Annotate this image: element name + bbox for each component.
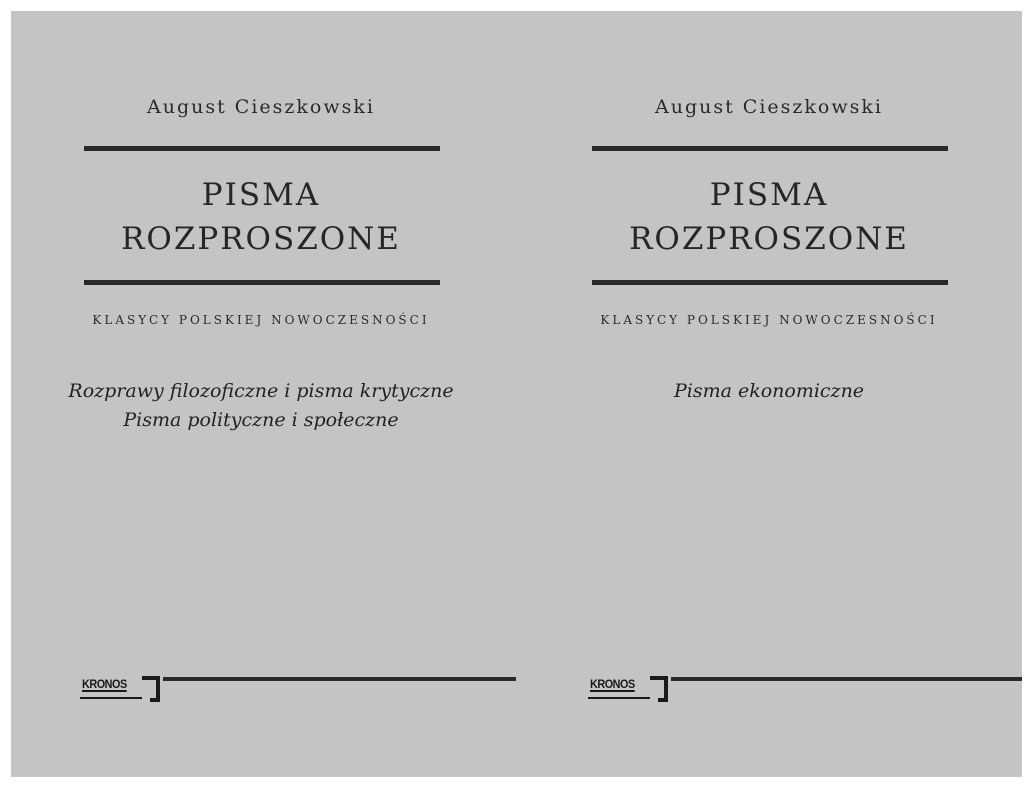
author-name: August Cieszkowski <box>655 96 883 118</box>
title-rule-bottom <box>592 280 948 285</box>
book-covers-image <box>11 11 1022 777</box>
book-cover-volume-2 <box>519 11 1022 777</box>
publisher-logo <box>588 674 668 702</box>
book-title <box>11 173 511 261</box>
book-cover-volume-1 <box>11 11 519 777</box>
volume-subtitles <box>11 377 511 435</box>
volume-subtitles <box>519 377 1019 406</box>
book-title-line-1: PISMA <box>201 177 321 213</box>
series-name: KLASYCY POLSKIEJ NOWOCZESNOŚCI <box>600 313 938 327</box>
publisher-logo <box>80 674 160 702</box>
volume-subtitle-line-1: Rozprawy filozoficzne i pisma krytyczne <box>68 380 454 402</box>
publisher-rule <box>671 677 1022 681</box>
publisher-name: KRONOS <box>590 677 635 691</box>
book-title <box>519 173 1019 261</box>
author-name: August Cieszkowski <box>147 96 375 118</box>
title-rule-top <box>84 146 440 151</box>
volume-subtitle-line-1: Pisma ekonomiczne <box>673 380 865 402</box>
title-rule-top <box>592 146 948 151</box>
book-title-line-2: ROZPROSZONE <box>121 221 401 257</box>
book-title-line-1: PISMA <box>709 177 829 213</box>
series-name: KLASYCY POLSKIEJ NOWOCZESNOŚCI <box>92 313 430 327</box>
publisher-rule <box>163 677 516 681</box>
volume-subtitle-line-2: Pisma polityczne i społeczne <box>123 409 399 431</box>
publisher-name: KRONOS <box>82 677 127 691</box>
book-title-line-2: ROZPROSZONE <box>629 221 909 257</box>
title-rule-bottom <box>84 280 440 285</box>
